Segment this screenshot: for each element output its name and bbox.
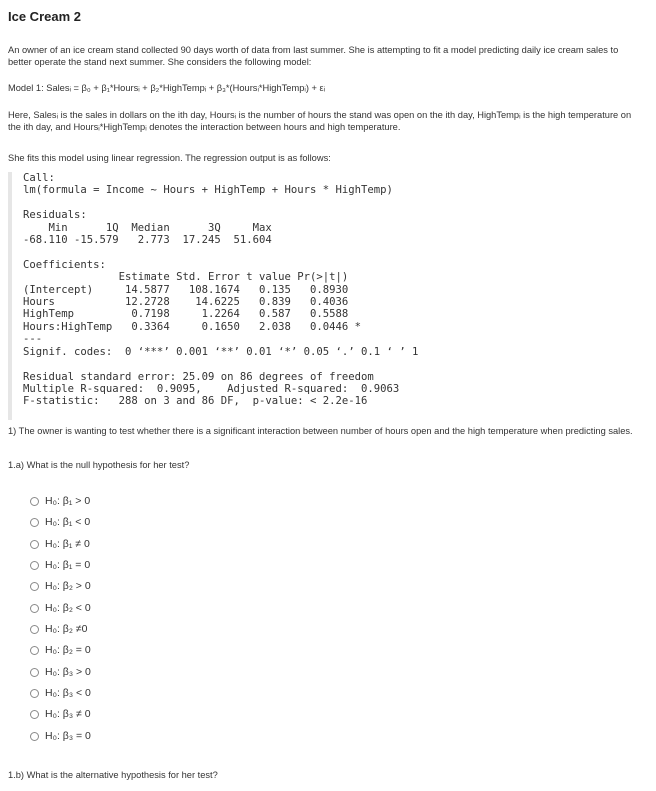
- option-h0-b3-gt-0[interactable]: [30, 664, 91, 680]
- option-label: H₀: β₁ ≠ 0: [45, 538, 90, 550]
- regression-output: Call: lm(formula = Income ~ Hours + HighTemp + Hours * HighTemp) Residuals: Min 1Q Median 3Q Max -68.110 -15.579 2.773 17.245 51.604 Coefficients: Estimate Std. Error t value Pr(>|t|) (Intercept) 14.5877 108.1674 0.135 0.8930 Hours 12.2728 14.6225 0.839 0.4036 HighTemp 0.7198 1.2264 0.587 0.5588 Hours:HighTemp 0.3364 0.1650 2.038 0.0446 * --- Signif. codes: 0 ‘***’ 0.001 ‘**’ 0.01 ‘*’ 0.05 ‘.’ 0.1 ‘ ’ 1 Residual standard error: 25.09 on 86 degrees of freedom Multiple R-squared: 0.9095, Adjusted R-squared: 0.9063 F-statistic: 288 on 3 and 86 DF, p-value: < 2.2e-16: [23, 172, 419, 408]
- option-label: H₀: β₃ ≠ 0: [45, 708, 91, 720]
- radio-button[interactable]: [30, 668, 39, 677]
- option-label: H₀: β₃ < 0: [45, 687, 91, 699]
- regression-output-box: [8, 172, 646, 420]
- page-title: Ice Cream 2: [8, 9, 81, 24]
- option-label: H₀: β₁ < 0: [45, 516, 91, 528]
- radio-button[interactable]: [30, 497, 39, 506]
- option-h0-b1-ne-0[interactable]: [30, 536, 90, 552]
- option-h0-b1-lt-0[interactable]: [30, 514, 90, 530]
- option-h0-b1-eq-0[interactable]: [30, 557, 90, 573]
- option-h0-b2-eq-0[interactable]: [30, 642, 91, 658]
- radio-button[interactable]: [30, 604, 39, 613]
- intro-paragraph: An owner of an ice cream stand collected 90 days worth of data from last summer. She is attempting to fit a model predicting daily ice cream sales to better operate the stand next summer. She considers the following model:: [8, 45, 619, 67]
- option-h0-b3-eq-0[interactable]: [30, 728, 91, 744]
- option-label: H₀: β₂ ≠0: [45, 623, 88, 635]
- fit-description: She fits this model using linear regression. The regression output is as follows:: [8, 153, 331, 163]
- radio-button[interactable]: [30, 625, 39, 634]
- option-label: H₀: β₂ = 0: [45, 644, 91, 656]
- option-label: H₀: β₁ = 0: [45, 559, 91, 571]
- option-label: H₀: β₂ > 0: [45, 580, 91, 592]
- option-h0-b3-lt-0[interactable]: [30, 685, 91, 701]
- option-h0-b1-gt-0[interactable]: [30, 493, 90, 509]
- option-h0-b2-gt-0[interactable]: [30, 578, 91, 594]
- definitions-paragraph: Here, Salesᵢ is the sales in dollars on the ith day, Hoursᵢ is the number of hours the stand was open on the ith day, HighTempᵢ is the high temperature on the ith day, and Hoursᵢ*HighTempᵢ denotes the interaction between hours and high temperature.: [8, 110, 632, 132]
- radio-button[interactable]: [30, 689, 39, 698]
- question-1b: 1.b) What is the alternative hypothesis for her test?: [8, 770, 218, 780]
- option-h0-b3-ne-0[interactable]: [30, 706, 91, 722]
- option-label: H₀: β₂ < 0: [45, 602, 91, 614]
- radio-button[interactable]: [30, 540, 39, 549]
- option-h0-b2-ne-0[interactable]: [30, 621, 87, 637]
- radio-button[interactable]: [30, 518, 39, 527]
- option-label: H₀: β₃ = 0: [45, 730, 91, 742]
- radio-button[interactable]: [30, 710, 39, 719]
- radio-button[interactable]: [30, 561, 39, 570]
- option-label: H₀: β₁ > 0: [45, 495, 91, 507]
- question-1: 1) The owner is wanting to test whether there is a significant interaction between number of hours open and the high temperature when predicting sales.: [8, 426, 633, 436]
- option-label: H₀: β₃ > 0: [45, 666, 91, 678]
- question-1a: 1.a) What is the null hypothesis for her test?: [8, 460, 190, 470]
- radio-button[interactable]: [30, 732, 39, 741]
- radio-button[interactable]: [30, 582, 39, 591]
- radio-button[interactable]: [30, 646, 39, 655]
- model-equation: Model 1: Salesᵢ = β₀ + β₁*Hoursᵢ + β₂*HighTempᵢ + β₃*(Hoursᵢ*HighTempᵢ) + εᵢ: [8, 83, 326, 93]
- option-h0-b2-lt-0[interactable]: [30, 600, 91, 616]
